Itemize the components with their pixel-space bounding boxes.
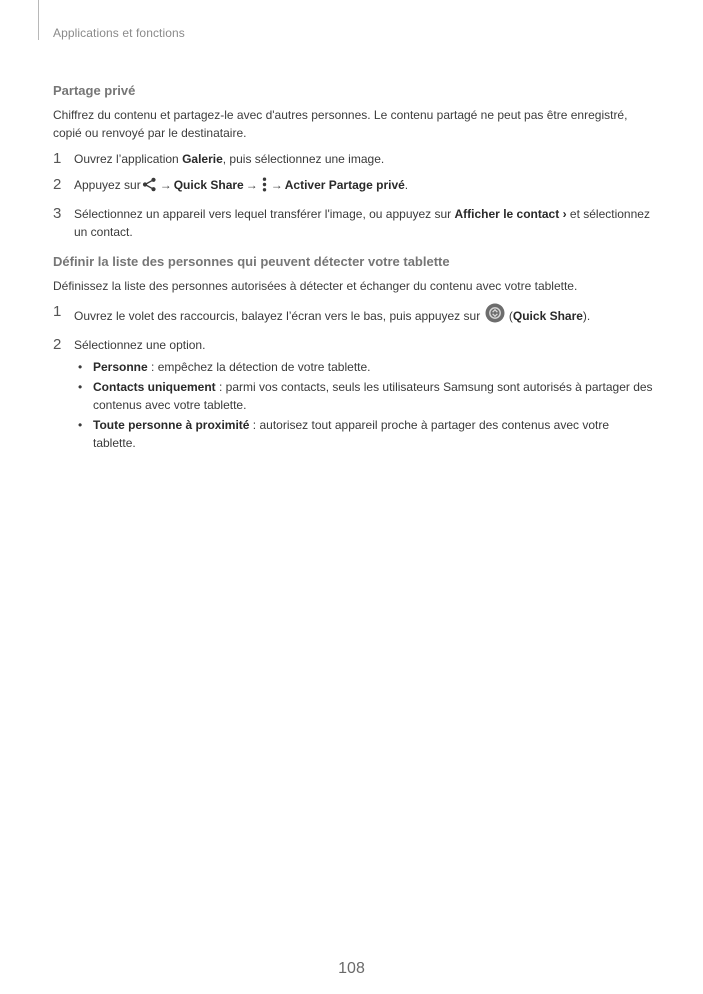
page-number: 108 — [338, 960, 365, 977]
step-text-part: et sélectionnez un contact. — [74, 207, 650, 239]
step-text-part: ). — [582, 309, 591, 323]
list-item — [74, 358, 653, 376]
step-1 — [53, 303, 653, 328]
keyword-afficher-le-contact: Afficher le contact — [454, 207, 560, 221]
step-text-part: Appuyez sur — [74, 178, 141, 192]
option-description: : parmi vos contacts, seuls les utilisateurs Samsung sont autorisés à partager des contenus avec votre tablette. — [93, 380, 653, 412]
step-number: 3 — [53, 205, 62, 222]
option-description: : empêchez la détection de votre tablette. — [147, 360, 371, 374]
keyword-activer-partage-prive: Activer Partage privé — [284, 178, 405, 192]
more-options-icon — [261, 177, 268, 197]
share-icon — [142, 177, 157, 197]
arrow: → — [159, 178, 172, 192]
option-label: Toute personne à proximité — [93, 418, 250, 432]
step-text-part: Ouvrez le volet des raccourcis, balayez l’écran vers le bas, puis appuyez sur — [74, 309, 481, 323]
keyword-galerie: Galerie — [182, 152, 223, 166]
keyword-quick-share: Quick Share — [173, 178, 244, 192]
section-title-detection: Définir la liste des personnes qui peuvent détecter votre tablette — [53, 254, 450, 269]
bullet: • — [78, 418, 83, 432]
step-text-part: ( — [505, 309, 513, 323]
step-number: 2 — [53, 336, 62, 353]
list-item — [74, 378, 653, 414]
section-intro: Chiffrez du contenu et partagez-le avec d'autres personnes. Le contenu partagé ne peut pas être enregistré, copié ou renvoyé par le destinataire. — [53, 108, 628, 140]
step-text: Sélectionnez une option. — [74, 338, 206, 352]
bullet: • — [78, 360, 83, 374]
page-margin-rule — [38, 0, 39, 40]
step-text-part: Sélectionnez un appareil vers lequel transférer l'image, ou appuyez sur — [74, 207, 455, 221]
step-number: 1 — [53, 150, 62, 167]
arrow: → — [245, 178, 258, 192]
keyword-quick-share: Quick Share — [512, 309, 583, 323]
step-number: 1 — [53, 303, 62, 320]
step-2 — [53, 176, 653, 197]
section-title-partage-prive: Partage privé — [53, 83, 136, 98]
section-intro: Définissez la liste des personnes autorisées à détecter et échanger du contenu avec votre tablette. — [53, 279, 578, 293]
list-item — [74, 416, 653, 452]
quick-share-icon — [485, 303, 505, 328]
step-2 — [53, 336, 653, 354]
bullet: • — [78, 380, 83, 394]
step-1 — [53, 150, 653, 168]
step-text — [74, 150, 653, 168]
step-number: 2 — [53, 176, 62, 193]
option-description: : autorisez tout appareil proche à partager des contenus avec votre tablette. — [93, 418, 610, 450]
step-text — [74, 176, 653, 197]
step-text-part: Ouvrez l’application — [74, 152, 183, 166]
chevron-right-icon: › — [562, 207, 567, 221]
subsection-detection — [53, 253, 653, 452]
step-3 — [53, 205, 653, 241]
step-text — [74, 205, 653, 241]
option-list — [74, 358, 653, 452]
step-text-part: . — [404, 178, 409, 192]
arrow: → — [270, 178, 283, 192]
step-text — [74, 303, 653, 328]
option-label: Personne — [93, 360, 148, 374]
running-header: Applications et fonctions — [53, 26, 185, 40]
page-content — [53, 82, 653, 454]
option-label: Contacts uniquement — [93, 380, 216, 394]
step-text-part: , puis sélectionnez une image. — [222, 152, 385, 166]
